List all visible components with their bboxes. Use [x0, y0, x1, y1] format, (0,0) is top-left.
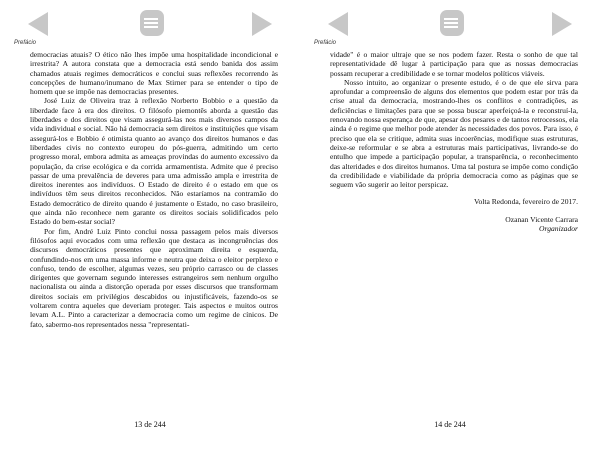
right-page — [300, 0, 600, 450]
page-number: 13 de 244 — [134, 420, 166, 429]
right-nav-bar — [300, 8, 600, 40]
signature-role: Organizador — [539, 224, 578, 234]
signature-name: Ozanan Vicente Carrara — [505, 214, 578, 224]
page-number: 14 de 244 — [434, 420, 466, 429]
prev-page-arrow-icon[interactable] — [328, 12, 348, 36]
next-page-arrow-icon[interactable] — [252, 12, 272, 36]
running-head: Prefácio — [314, 40, 337, 46]
running-head: Prefácio — [14, 40, 37, 46]
next-page-arrow-icon[interactable] — [552, 12, 572, 36]
paragraph: democracias atuais? O ético não lhes impõe uma hospitalidade incondicional e irrestrita? A autora constata que a democracia está sendo banida dos assim chamados atuais regimes democráticos e conclui suas reflexões recorrendo às concepções de humano/inumano de Max Stirner para se entender o tipo de homem que se impõe nas democracias presentes. — [30, 50, 278, 97]
paragraph: Por fim, André Luiz Pinto conclui nossa passagem pelos mais diversos filósofos aqui evocados com uma reflexão que destaca as incongruências dos discursos democráticos presentes que aproximam direita e esquerda, confundindo-nos em uma massa informe e neutra que deixa o eleitor perplexo e confuso, tendo de escolher, algumas vezes, seu próprio carrasco ou de classes dirigentes que governam segundo interesses estrangeiros sem nenhum orgulho nacionalista ou ainda a distorção operada por esses discursos que transformam direitos sociais em privilégios descabidos ou injustificáveis, fazendo-os se voltarem contra aqueles que deveriam proteger. Tais aspectos e muitos outros levam A.L. Pinto a caracterizar a democracia como um regime de cínicos. De fato, sabermo-nos representados nessa "representati- — [30, 226, 278, 329]
paragraph: vidade" é o maior ultraje que se nos podem fazer. Resta o sonho de que tal representatividade dê lugar à participação para que as nossas democracias possam recuperar a credibilidade e se tornar modelos políticos viáveis. — [330, 50, 578, 78]
menu-icon[interactable] — [140, 10, 164, 36]
right-page-body — [330, 50, 578, 233]
prev-page-arrow-icon[interactable] — [28, 12, 48, 36]
signature-block — [330, 197, 578, 233]
left-nav-bar — [0, 8, 300, 40]
paragraph: José Luiz de Oliveira traz à reflexão Norberto Bobbio e a questão da liberdade face à era dos direitos. O filósofo piemontês aborda a questão das liberdades e dos direitos que visam assegurá-las nos mais diversos campos da vida individual e social. Não há democracia sem direitos e instituições que visam assegurá-los e Bobbio é otimista quanto ao avanço dos direitos humanos e das liberdades civis no contexto europeu do pós-guerra, admitindo um certo progresso moral, embora admita as ameaças provindas do aumento excessivo da população, da crise ecológica e da corrida armamentista. Admite que é preciso passar de uma prevalência de deveres para uma admissão ampla e irrestrita de direitos inerentes aos indivíduos. O Estado de direito é o estado em que os indivíduos têm seus direitos reconhecidos. Não estaríamos na contramão do Estado democrático de direito quando é justamente o Estado, no caso brasileiro, que ainda não reconhece nem garante os direitos sociais solidificados pelo Estado do bem-estar social? — [30, 96, 278, 227]
paragraph: Nosso intuito, ao organizar o presente estudo, é o de que ele sirva para aprofundar a compreensão de alguns dos elementos que podem estar por trás da crise atual da democracia, mostrando-lhes os conflitos e contradições, as deficiências e limitações para que se possa buscar aperfeiçoá-la e reconstruí-la, renovando nossa esperança de que, apesar dos pesares e de tantos retrocessos, ela ainda é o regime que melhor pode atender às necessidades dos povos. Para isso, é preciso que ela se critique, admita suas incoerências, modifique suas estruturas, deixe-se reformular e se abra a estruturas mais participativas, livrando-se do entulho que impede a participação popular, a transparência, o reconhecimento das alteridades e dos direitos humanos. Uma tal postura se impõe como condição da credibilidade e viabilidade da própria democracia como as páginas que se seguem vão sugerir ao leitor perspicaz. — [330, 77, 578, 190]
menu-icon[interactable] — [440, 10, 464, 36]
left-page-body — [30, 50, 278, 329]
signature-date: Volta Redonda, fevereiro de 2017. — [473, 197, 578, 207]
